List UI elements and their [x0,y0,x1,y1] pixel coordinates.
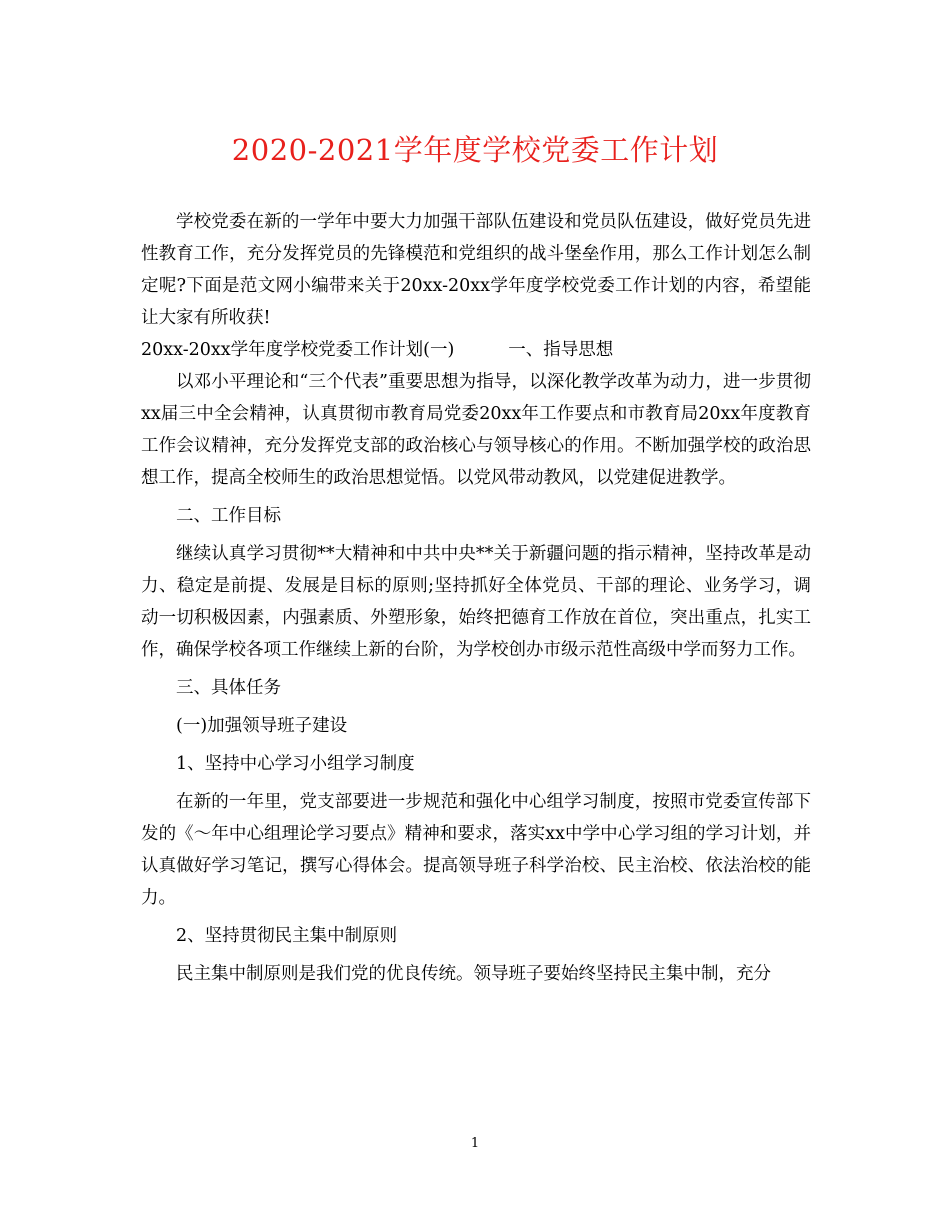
item1-paragraph: 在新的一年里，党支部要进一步规范和强化中心组学习制度，按照市党委宣传部下发的《～年中心组理论学习要点》精神和要求，落实xx中学中心学习组的学习计划，并认真做好学习笔记，撰写心得体会。提高领导班子科学治校、民主治校、依法治校的能力。 [141,792,811,908]
section1-heading: 一、指导思想 [508,340,614,360]
section1-paragraph: 以邓小平理论和“三个代表”重要思想为指导，以深化教学改革为动力，进一步贯彻xx届三中全会精神，认真贯彻市教育局党委20xx年工作要点和市教育局20xx年度教育工作会议精神，充分发挥党支部的政治核心与领导核心的作用。不断加强学校的政治思想工作，提高全校师生的政治思想觉悟。以党风带动教风，以党建促进教学。 [141,372,811,488]
section2-heading: 二、工作目标 [176,506,281,526]
item1-heading: 1、坚持中心学习小组学习制度 [176,754,415,774]
section2-paragraph: 继续认真学习贯彻**大精神和中共中央**关于新疆问题的指示精神，坚持改革是动力、稳定是前提、发展是目标的原则;坚持抓好全体党员、干部的理论、业务学习，调动一切积极因素，内强素质、外塑形象，始终把德育工作放在首位，突出重点，扎实工作，确保学校各项工作继续上新的台阶，为学校创办市级示范性高级中学而努力工作。 [141,544,811,660]
document-title: 2020-2021学年度学校党委工作计划 [231,133,719,167]
document-body [141,206,811,990]
subsection1-heading: (一)加强领导班子建设 [176,716,348,736]
item2-paragraph: 民主集中制原则是我们党的优良传统。领导班子要始终坚持民主集中制，充分 [176,964,771,984]
intro-paragraph: 学校党委在新的一学年中要大力加强干部队伍建设和党员队伍建设，做好党员先进性教育工作，充分发挥党员的先锋模范和党组织的战斗堡垒作用，那么工作计划怎么制定呢?下面是范文网小编带来关于20xx-20xx学年度学校党委工作计划的内容，希望能让大家有所收获! [141,212,811,328]
item2-heading: 2、坚持贯彻民主集中制原则 [176,926,398,946]
plan-heading: 20xx-20xx学年度学校党委工作计划(一) [141,340,455,360]
page-number: 1 [470,1136,480,1151]
section3-heading: 三、具体任务 [176,678,281,698]
plan-heading-line [141,334,811,366]
